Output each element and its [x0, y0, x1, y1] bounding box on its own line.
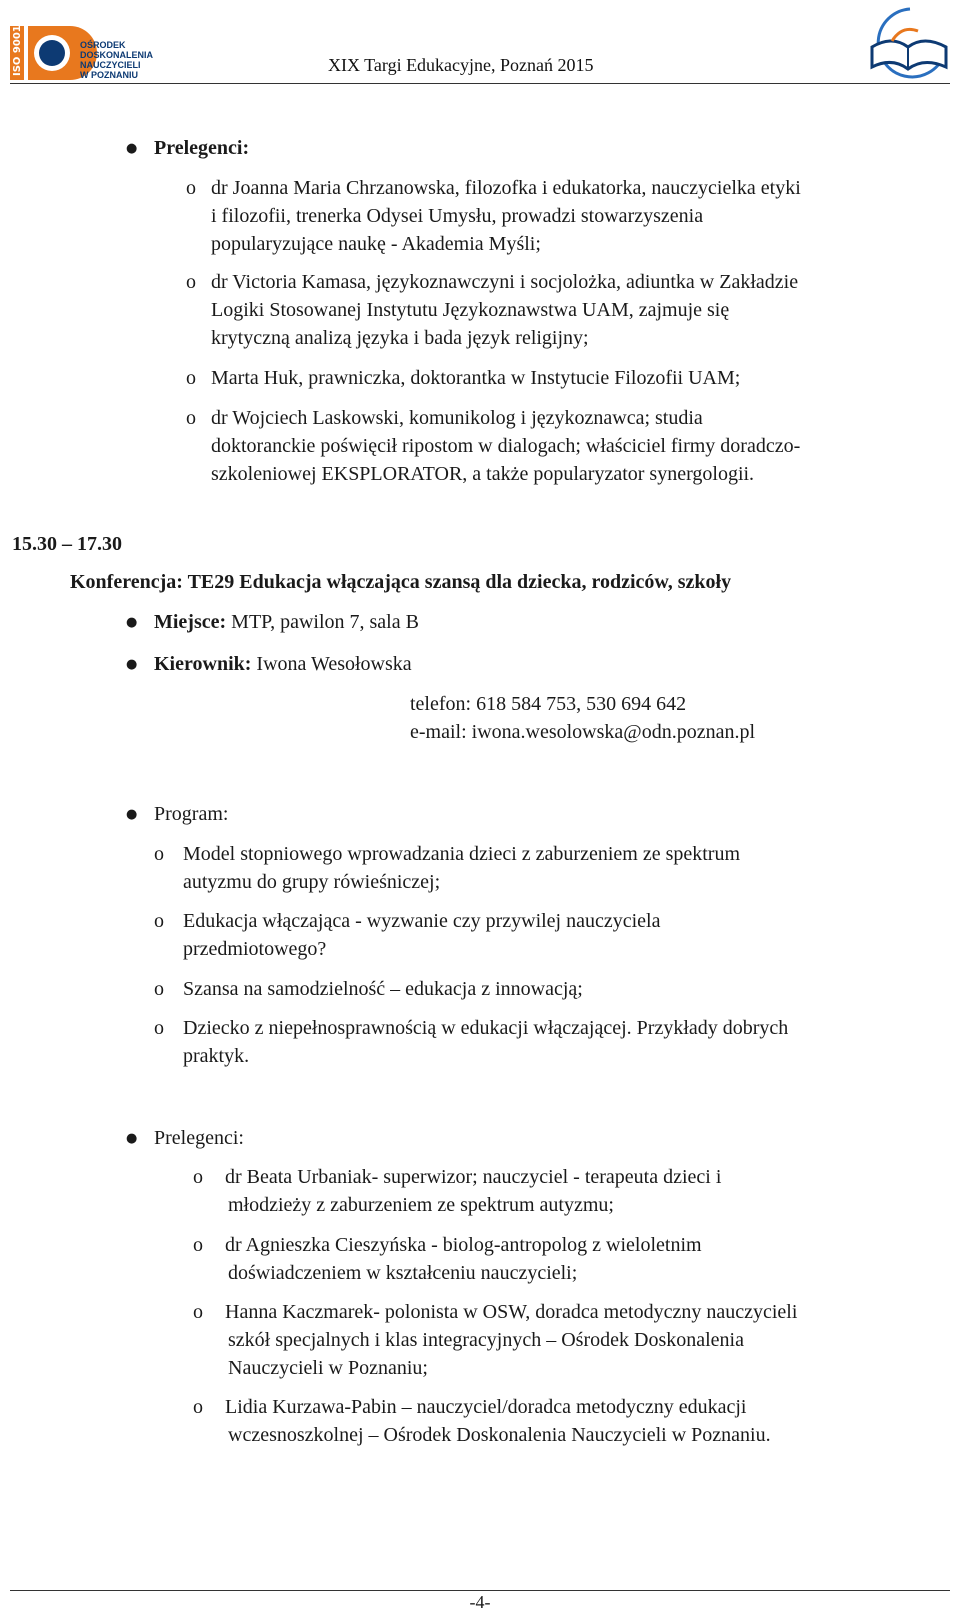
list-item: Szansa na samodzielność – edukacja z innowacją; [183, 978, 583, 1000]
list-marker: o [186, 407, 196, 429]
list-item: dr Victoria Kamasa, językoznawczyni i socjolożka, adiuntka w Zakładzie Logiki Stosowanej Instytutu Językoznawstwa UAM, zajmuje się krytyczną analizą języka i bada język religijny; [211, 271, 799, 349]
header-divider [10, 83, 950, 84]
list-marker: o [154, 978, 164, 1000]
speakers-heading: ● Prelegenci: [154, 134, 249, 162]
header-title: XIX Targi Edukacyjne, Poznań 2015 [328, 55, 594, 75]
manager-line [154, 650, 412, 678]
list-marker: o [193, 1396, 203, 1418]
list-marker: o [154, 843, 164, 865]
odn-logo-text: OŚRODEK DOSKONALENIA NAUCZYCIELI W POZNANIU [80, 40, 154, 80]
iso-text: ISO 9001 [12, 25, 23, 76]
list-item: Dziecko z niepełnosprawnością w edukacji włączającej. Przykłady dobrych praktyk. [183, 1017, 789, 1067]
list-item: dr Joanna Maria Chrzanowska, filozofka i edukatorka, nauczycielka etyki i filozofii, trenerka Odysei Umysłu, prowadzi stowarzyszenia popularyzujące naukę - Akademia Myśli; [211, 177, 801, 255]
list-marker: o [154, 910, 164, 932]
manager-value: Iwona Wesołowska [251, 653, 412, 675]
manager-label: Kierownik: [154, 653, 252, 675]
page-header [0, 0, 960, 86]
list-item: Marta Huk, prawniczka, doktorantka w Instytucie Filozofii UAM; [211, 367, 741, 389]
place-line [154, 608, 419, 636]
page-number: -4- [469, 1592, 491, 1612]
conference-title: Konferencja: TE29 Edukacja włączająca szansą dla dziecka, rodziców, szkoły [70, 571, 732, 593]
speakers-heading-2: ● Prelegenci: [154, 1124, 244, 1152]
list-marker: o [193, 1301, 203, 1323]
list-marker: o [193, 1234, 203, 1256]
list-item: Model stopniowego wprowadzania dzieci z zaburzeniem ze spektrum autyzmu do grupy rówieśniczej; [183, 843, 741, 893]
place-value: MTP, pawilon 7, sala B [226, 611, 419, 633]
list-marker: o [154, 1017, 164, 1039]
list-item: Edukacja włączająca - wyzwanie czy przywilej nauczyciela przedmiotowego? [183, 910, 661, 960]
list-marker: o [193, 1166, 203, 1188]
manager-email: e-mail: iwona.wesolowska@odn.poznan.pl [410, 721, 756, 743]
session-time: 15.30 – 17.30 [12, 533, 122, 555]
list-item: dr Beata Urbaniak- superwizor; nauczyciel - terapeuta dzieci i młodzieży z zaburzeniem ze spektrum autyzmu; [225, 1166, 722, 1216]
footer-divider [10, 1590, 950, 1591]
list-marker: o [186, 271, 196, 293]
list-item: Hanna Kaczmarek- polonista w OSW, doradca metodyczny nauczycieli szkół specjalnych i klas integracyjnych – Ośrodek Doskonalenia Nauczycieli w Poznaniu; [225, 1301, 798, 1379]
list-item: Lidia Kurzawa-Pabin – nauczyciel/doradca metodyczny edukacji wczesnoszkolnej – Ośrodek Doskonalenia Nauczycieli w Poznaniu. [225, 1396, 771, 1446]
list-item: dr Agnieszka Cieszyńska - biolog-antropolog z wieloletnim doświadczeniem w kształceniu nauczycieli; [225, 1234, 702, 1284]
open-book-logo-icon [862, 5, 954, 81]
manager-phone: telefon: 618 584 753, 530 694 642 [410, 693, 687, 715]
program-heading: ● Program: [154, 800, 228, 828]
list-item: dr Wojciech Laskowski, komunikolog i językoznawca; studia doktoranckie poświęcił ripostom w dialogach; właściciel firmy doradczo- szkoleniowej EKSPLORATOR, a także popularyzator synergologii. [211, 407, 801, 485]
list-marker: o [186, 177, 196, 199]
place-label: Miejsce: [154, 611, 227, 633]
list-marker: o [186, 367, 196, 389]
